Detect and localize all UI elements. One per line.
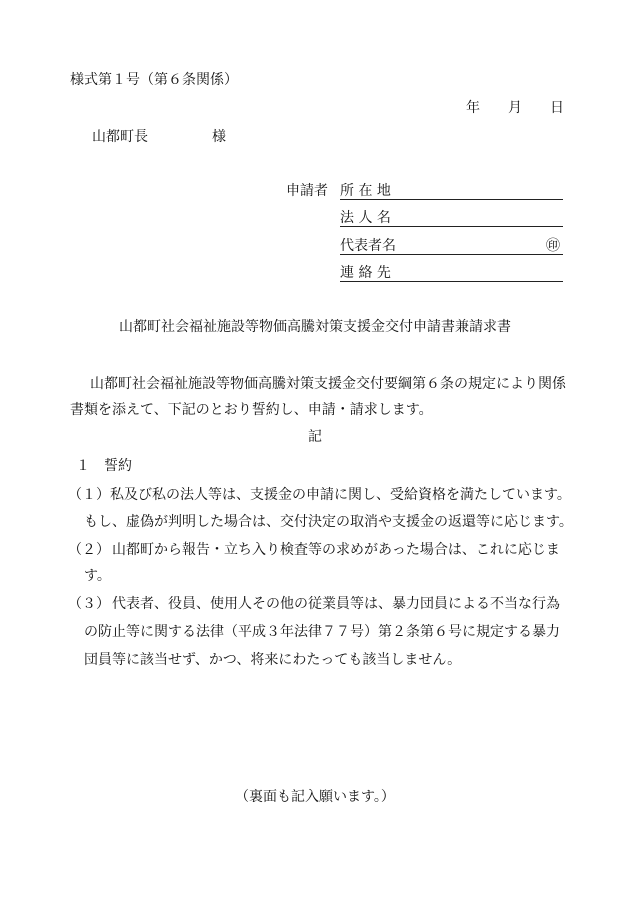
document-title: 山都町社会福祉施設等物価高騰対策支援金交付申請書兼請求書 — [119, 319, 511, 335]
intro-line-1: 山都町社会福祉施設等物価高騰対策支援金交付要綱第６条の規定により関係 — [90, 376, 566, 392]
date-year-label: 年 — [466, 100, 480, 116]
pledge-item-1-line-2: もし、虚偽が判明した場合は、交付決定の取消や支援金の返還等に応じます。 — [84, 514, 573, 530]
field-rep-name-underline — [340, 254, 563, 255]
footer-note: （裏面も記入願います。） — [235, 789, 395, 805]
pledge-item-1-line-1: 私及び私の法人等は、支援金の申請に関し、受給資格を満たしています。 — [110, 487, 571, 503]
pledge-heading: １ 誓約 — [76, 458, 132, 474]
field-address-label: 所 在 地 — [340, 183, 391, 199]
applicant-label: 申請者 — [286, 183, 328, 199]
seal-mark-icon: ㊞ — [546, 238, 560, 254]
addressee-honorific: 様 — [212, 129, 226, 145]
ki-heading: 記 — [308, 429, 322, 445]
pledge-item-3-number: （３） — [68, 596, 110, 612]
pledge-item-3-line-3: 団員等に該当せず、かつ、将来にわたっても該当しません。 — [84, 652, 462, 668]
intro-line-2: 書類を添えて、下記のとおり誓約し、申請・請求します。 — [70, 402, 433, 418]
pledge-item-3-line-2: の防止等に関する法律（平成３年法律７７号）第２条第６号に規定する暴力 — [84, 624, 560, 640]
field-contact-underline — [340, 281, 563, 282]
date-month-label: 月 — [508, 100, 522, 116]
pledge-item-2-line-1: 山都町から報告・立ち入り検査等の求めがあった場合は、これに応じま — [112, 542, 560, 558]
addressee-title: 山都町長 — [92, 129, 148, 145]
field-contact-label: 連 絡 先 — [340, 265, 391, 281]
pledge-item-2-line-2: す。 — [84, 568, 111, 584]
pledge-item-2-number: （２） — [68, 542, 110, 558]
pledge-item-3-line-1: 代表者、役員、使用人その他の従業員等は、暴力団員による不当な行為 — [112, 596, 560, 612]
pledge-item-1-number: （１） — [68, 487, 110, 503]
date-day-label: 日 — [550, 100, 564, 116]
form-number: 様式第１号（第６条関係） — [70, 72, 238, 88]
field-corp-name-underline — [340, 226, 563, 227]
field-address-underline — [340, 199, 563, 200]
field-rep-name-label: 代表者名 — [340, 238, 396, 254]
field-corp-name-label: 法 人 名 — [340, 210, 391, 226]
